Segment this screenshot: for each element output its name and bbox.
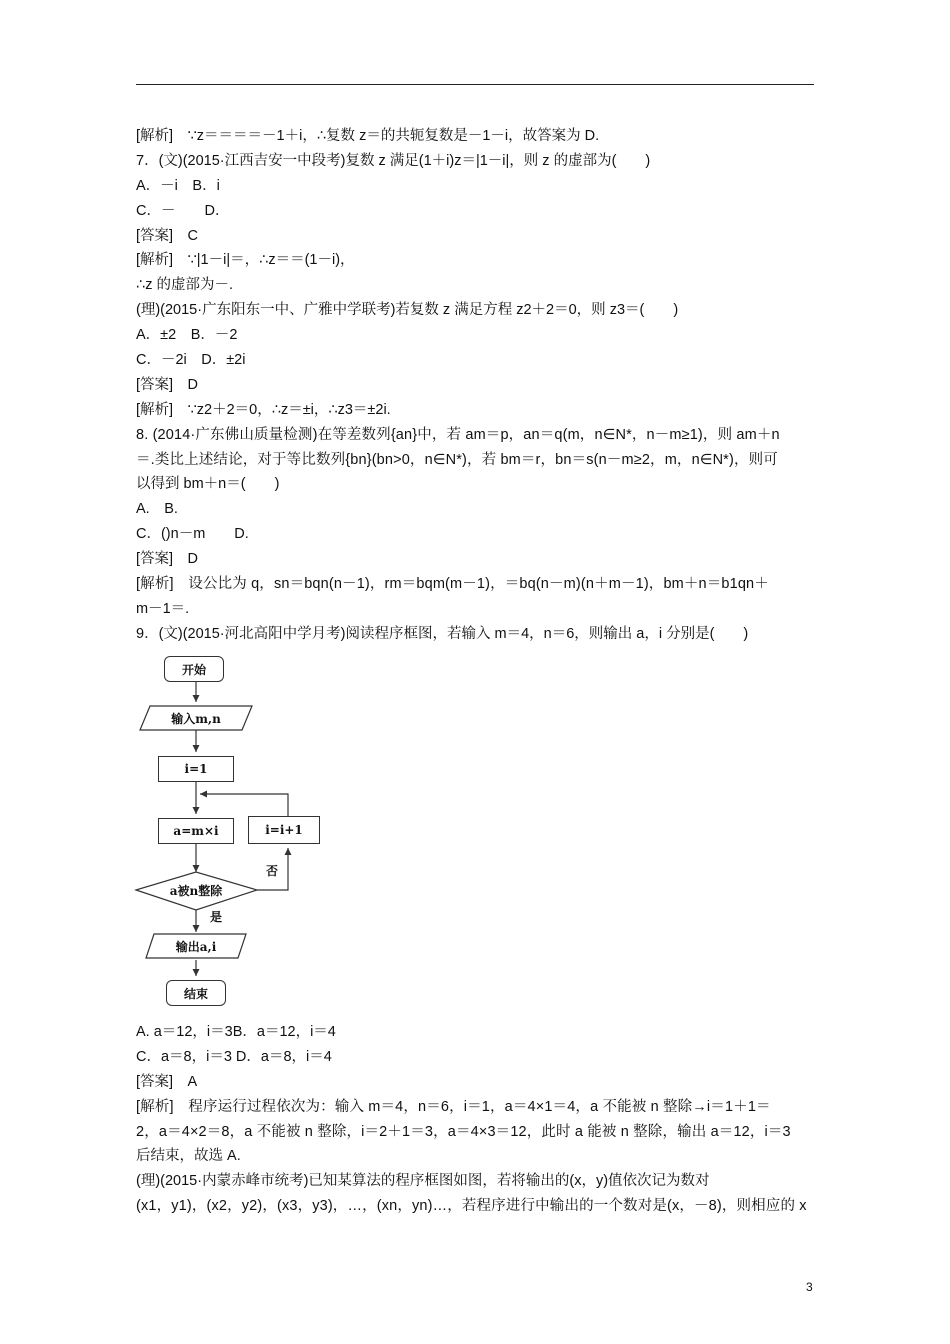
- start-node: 开始: [164, 656, 224, 682]
- text-line: [答案] A: [136, 1073, 198, 1090]
- text-line: 2，a＝4×2＝8，a 不能被 n 整除，i＝2＋1＝3，a＝4×3＝12，此时 a 能被 n 整除，输出 a＝12，i＝3: [136, 1123, 791, 1140]
- text-line: m－1＝.: [136, 600, 190, 617]
- text-line: [解析] 设公比为 q，sn＝bqn(n－1)，rm＝bqm(m－1)，＝bq(n－m)(n＋m－1)，bm＋n＝b1qn＋: [136, 576, 769, 593]
- yes-label: 是: [210, 910, 223, 924]
- text-line: A．±2 B．－2: [136, 327, 238, 344]
- text-line: 7．(文)(2015·江西吉安一中段考)复数 z 满足(1＋i)z＝|1－i|，则 z 的虚部为( ): [136, 152, 651, 169]
- text-line: ∴z 的虚部为－.: [136, 277, 234, 294]
- assign-node: a=m×i: [158, 818, 234, 844]
- init-node: i=1: [158, 756, 234, 782]
- text-line: (理)(2015·内蒙赤峰市统考)已知某算法的程序框图如图，若将输出的(x，y)值依次记为数对: [136, 1173, 710, 1190]
- text-line: [解析] 程序运行过程依次为：输入 m＝4，n＝6，i＝1，a＝4×1＝4，a 不能被 n 整除→i＝1＋1＝: [136, 1098, 771, 1115]
- text-line: C．－ D．: [136, 202, 230, 219]
- input-node: 输入m,n: [171, 711, 221, 726]
- text-line: 9．(文)(2015·河北高阳中学月考)阅读程序框图，若输入 m＝4，n＝6，则输出 a，i 分别是( ): [136, 625, 749, 642]
- document-body-bottom: [136, 1020, 816, 1219]
- header-rule: [136, 84, 814, 85]
- page-number: 3: [806, 1280, 813, 1294]
- output-node: 输出a,i: [175, 939, 217, 954]
- text-line: 后结束，故选 A.: [136, 1148, 241, 1165]
- text-line: C．a＝8，i＝3 D．a＝8，i＝4: [136, 1048, 332, 1065]
- flowchart: [130, 650, 360, 1000]
- text-line: C．－2i D．±2i: [136, 352, 246, 369]
- document-body-top: [136, 124, 816, 647]
- text-line: [解析] ∵z2＋2＝0，∴z＝±i，∴z3＝±2i.: [136, 401, 391, 418]
- increment-node: i=i+1: [248, 816, 320, 844]
- text-line: C．()n－m D.: [136, 526, 249, 543]
- text-line: [答案] D: [136, 551, 199, 568]
- end-node: 结束: [166, 980, 226, 1006]
- text-line: (x1，y1)，(x2，y2)，(x3，y3)，…，(xn，yn)…，若程序进行中输出的一个数对是(x，－8)，则相应的 x: [136, 1198, 807, 1215]
- decision-node: a被n整除: [169, 883, 223, 898]
- text-line: [解析] ∵|1－i|＝，∴z＝＝(1－i)，: [136, 252, 355, 269]
- text-line: (理)(2015·广东阳东一中、广雅中学联考)若复数 z 满足方程 z2＋2＝0，则 z3＝( ): [136, 302, 679, 319]
- text-line: A. B.: [136, 501, 178, 518]
- text-line: [答案] C: [136, 227, 199, 244]
- text-line: ＝.类比上述结论，对于等比数列{bn}(bn>0，n∈N*)，若 bm＝r，bn＝s(n－m≥2，m，n∈N*)，则可: [136, 451, 778, 468]
- text-line: A．－i B．i: [136, 177, 220, 194]
- text-line: [答案] D: [136, 376, 199, 393]
- no-label: 否: [266, 864, 279, 878]
- text-line: 以得到 bm＋n＝( ): [136, 476, 280, 493]
- text-line: [解析] ∵z＝＝＝＝－1＋i，∴复数 z＝的共轭复数是－1－i，故答案为 D.: [136, 128, 600, 144]
- text-line: 8. (2014·广东佛山质量检测)在等差数列{an}中，若 am＝p，an＝q(m，n∈N*，n－m≥1)，则 am＋n: [136, 426, 780, 443]
- text-line: A. a＝12，i＝3B．a＝12，i＝4: [136, 1024, 336, 1040]
